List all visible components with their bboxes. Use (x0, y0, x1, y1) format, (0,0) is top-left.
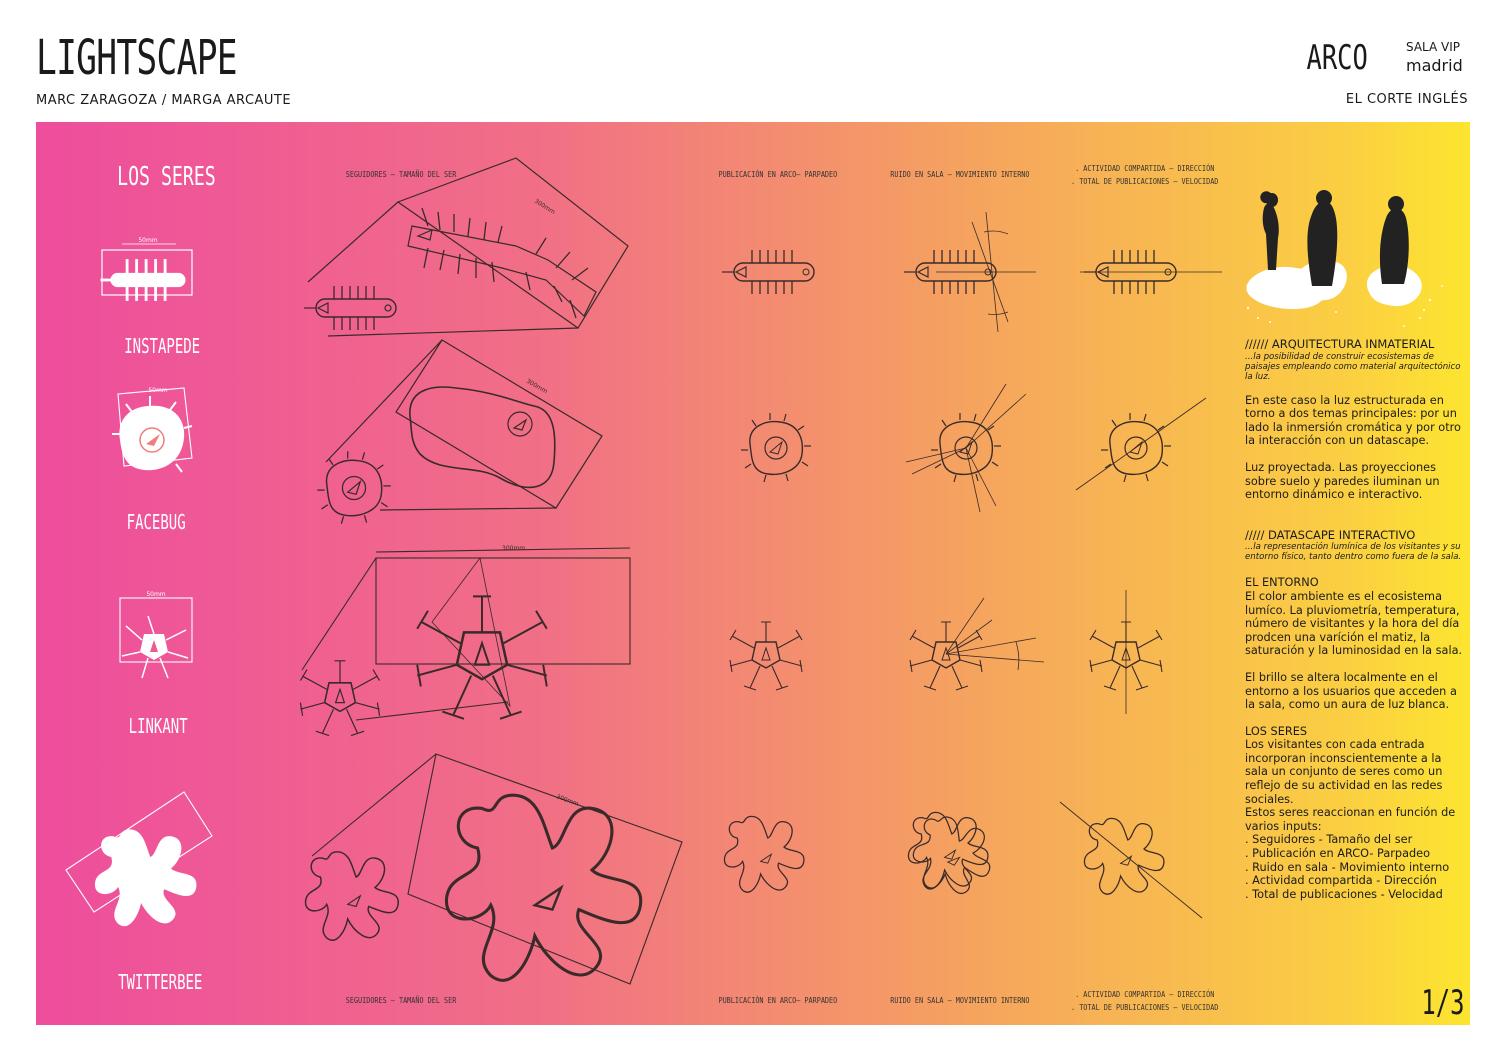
heading-seres: LOS SERES (1245, 724, 1308, 738)
criteria-size-bottom: SEGUIDORES – TAMAÑO DEL SER (345, 996, 457, 1005)
criteria-size-top: SEGUIDORES – TAMAÑO DEL SER (345, 170, 457, 179)
facebug-noise-sketch (906, 384, 1026, 512)
criteria-blink-top: PUBLICACIÓN EN ARCO– PARPADEO (718, 170, 838, 179)
presentation-board (36, 122, 1470, 1025)
paragraph-1: En este caso la luz estructurada en torno a dos temas principales: por un lado la inmersión cromática y por otro la interacción con un datascape. (1245, 393, 1461, 448)
input-3: . Ruido en sala - Movimiento interno (1245, 860, 1450, 874)
paragraph-5: Los visitantes con cada entrada incorporan inconscientemente a la sala un conjunto de seres como un reflejo de su actividad en las redes sociales. (1245, 738, 1443, 806)
creature-name-linkant: LINKANT (128, 714, 188, 738)
input-5: . Total de publicaciones - Velocidad (1245, 887, 1443, 901)
twitterbee-white-icon (66, 792, 212, 926)
heading-entorno: EL ENTORNO (1245, 576, 1319, 590)
sponsor: EL CORTE INGLÉS (1345, 92, 1468, 107)
page-number: 1/3 (1421, 983, 1464, 1023)
twitterbee-noise-sketch (907, 812, 998, 901)
facebug-blink-sketch (741, 413, 811, 482)
criteria-direction-line2: . TOTAL DE PUBLICACIONES – VELOCIDAD (1071, 177, 1219, 186)
venue-city: madrid (1406, 56, 1463, 75)
creature-name-facebug: FACEBUG (126, 510, 186, 534)
paragraph-4: El brillo se altera localmente en el entorno a los usuarios que acceden a la sala, como un aura de luz blanca. (1245, 670, 1457, 712)
instapede-size-sketch (304, 158, 628, 336)
text-column (1245, 338, 1467, 901)
creature-name-twitterbee: TWITTERBEE (118, 970, 203, 994)
instapede-white-icon (101, 237, 193, 301)
dim-label-instapede-large: 300mm (532, 197, 557, 216)
dim-label-facebug-large: 300mm (525, 377, 549, 396)
authors: MARC ZARAGOZA / MARGA ARCAUTE (36, 93, 292, 108)
twitterbee-size-sketch (306, 754, 682, 984)
dim-label-linkant-large: 300mm (502, 545, 526, 552)
criteria-direction-line1: . ACTIVIDAD COMPARTIDA – DIRECCIÓN (1075, 990, 1215, 999)
paragraph-3: El color ambiente es el ecosistema lumíco. La pluviometría, temperatura, número de visitantes y la hora del día prodcen una varíción el matiz, la saturación y la luminosidad en la sala. (1245, 589, 1463, 658)
venue-logo: ARCO (1306, 38, 1368, 78)
subheading-datascape: ...la representación lumínica de los visitantes y su entorno físico, tanto dentro como fuera de la sala. (1245, 542, 1462, 563)
linkant-white-icon (120, 591, 192, 678)
paragraph-6: Estos seres reaccionan en función de varios inputs: (1245, 806, 1456, 833)
dim-label-linkant: 50mm (146, 591, 166, 598)
paragraph-2: Luz proyectada. Las proyecciones sobre suelo y paredes iluminan un entorno dinámico e interactivo. (1245, 460, 1440, 502)
page-title: LIGHTSCAPE (36, 30, 237, 86)
criteria-direction-line1: . ACTIVIDAD COMPARTIDA – DIRECCIÓN (1075, 164, 1215, 173)
dim-label-twitterbee-large: 300mm (555, 793, 580, 808)
instapede-blink-sketch (722, 250, 814, 294)
criteria-noise-bottom: RUIDO EN SALA – MOVIMIENTO INTERNO (890, 996, 1030, 1005)
dim-label-facebug: 50mm (148, 387, 168, 394)
linkant-size-sketch (300, 545, 630, 736)
instapede-direction-sketch (1080, 250, 1222, 294)
input-1: . Seguidores - Tamaño del ser (1245, 833, 1413, 847)
criteria-direction-line2: . TOTAL DE PUBLICACIONES – VELOCIDAD (1071, 1003, 1219, 1012)
linkant-blink-sketch (730, 622, 802, 690)
visitors-illustration (1246, 190, 1443, 327)
heading-datascape: ///// DATASCAPE INTERACTIVO (1245, 527, 1416, 542)
creature-name-instapede: INSTAPEDE (124, 334, 201, 358)
criteria-blink-bottom: PUBLICACIÓN EN ARCO– PARPADEO (718, 996, 838, 1005)
linkant-direction-sketch (1090, 590, 1162, 714)
section-title: LOS SERES (117, 162, 216, 192)
dim-label-instapede: 50mm (138, 237, 158, 244)
facebug-size-sketch (317, 340, 602, 524)
instapede-noise-sketch (904, 212, 1036, 332)
linkant-noise-sketch (910, 598, 1044, 690)
criteria-noise-top: RUIDO EN SALA – MOVIMIENTO INTERNO (890, 170, 1030, 179)
facebug-white-icon (112, 387, 192, 472)
twitterbee-blink-sketch (724, 816, 803, 892)
twitterbee-direction-sketch (1060, 802, 1202, 918)
dim-label-twitterbee: 50mm (101, 838, 122, 855)
facebug-direction-sketch (1076, 398, 1206, 490)
heading-arquitectura: ////// ARQUITECTURA INMATERIAL (1245, 337, 1435, 351)
venue-room: SALA VIP (1406, 40, 1461, 54)
input-4: . Actividad compartida - Dirección (1245, 874, 1437, 888)
subheading-arquitectura: ...la posibilidad de construir ecosistemas de paisajes empleando como material arquitectónico la luz. (1245, 351, 1461, 382)
input-2: . Publicación en ARCO- Parpadeo (1245, 847, 1431, 861)
